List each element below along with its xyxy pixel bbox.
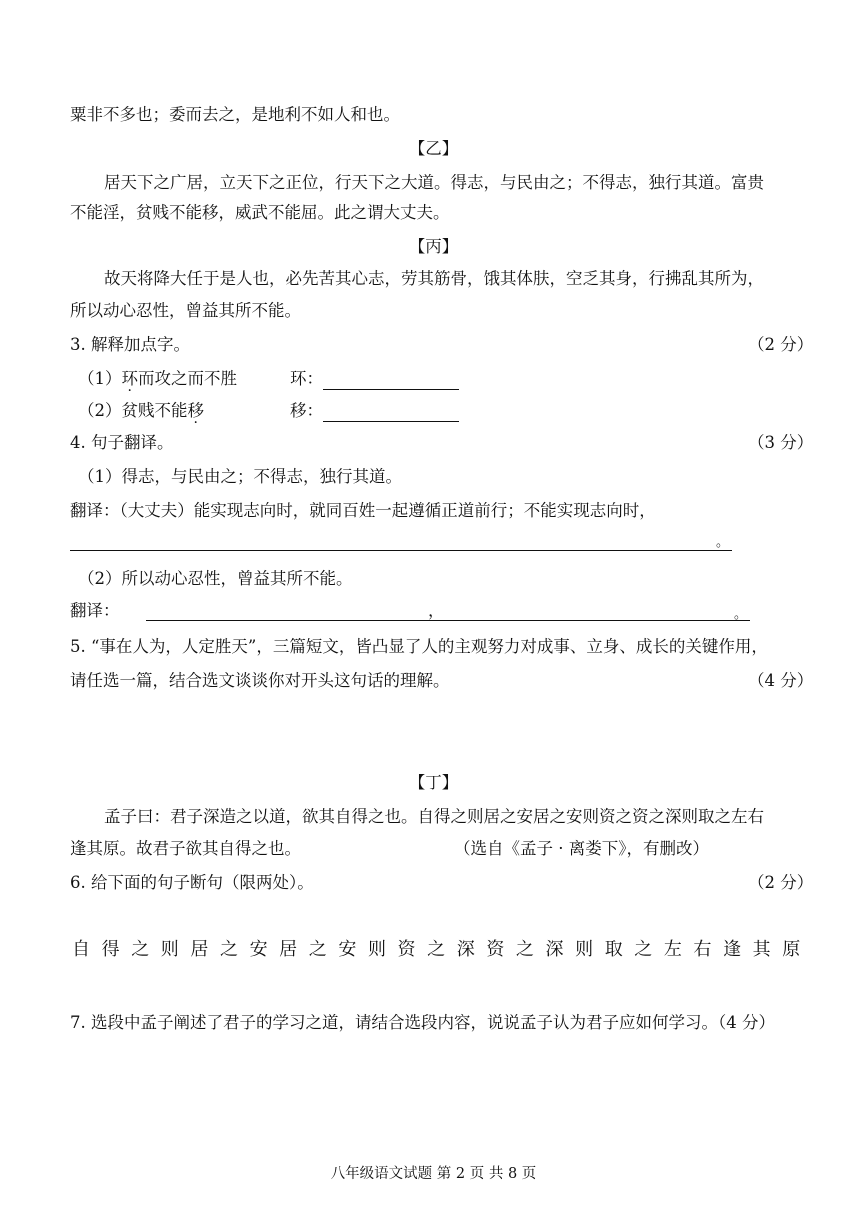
question-6-stem: 6. 给下面的句子断句（限两处）。	[70, 873, 314, 892]
sentence-char: 逢	[723, 939, 742, 960]
passage-jia-tail: 粟非不多也；委而去之，是地利不如人和也。	[70, 105, 400, 124]
answer-blank[interactable]	[323, 405, 459, 422]
punctuation-exercise[interactable]	[72, 939, 812, 961]
heading-ding: 【丁】	[408, 773, 459, 792]
sentence-char: 则	[367, 939, 386, 960]
passage-ding-line1: 孟子曰：君子深造之以道，欲其自得之也。自得之则居之安居之安则资之资之深则取之左右	[104, 807, 764, 826]
question-3-answer-1: 环：	[290, 368, 459, 390]
question-3-score: （2 分）	[748, 335, 814, 354]
heading-bing: 【丙】	[408, 237, 459, 256]
sentence-char: 则	[575, 939, 594, 960]
sentence-char: 之	[219, 939, 238, 960]
question-3-item-1: （1）环而攻之而不胜	[78, 369, 237, 388]
answer-line-end: 。	[716, 535, 730, 550]
question-4-translation-2-label: 翻译：	[70, 601, 120, 620]
question-5-score: （4 分）	[748, 671, 814, 690]
sentence-char: 资	[486, 939, 505, 960]
sentence-char: 之	[634, 939, 653, 960]
passage-ding-line2: 逢其原。故君子欲其自得之也。	[70, 839, 301, 858]
sentence-char: 则	[160, 939, 179, 960]
sentence-char: 之	[427, 939, 446, 960]
question-4-item-1: （1）得志，与民由之；不得志，独行其道。	[78, 467, 402, 486]
answer-blank[interactable]	[323, 373, 459, 390]
question-4-stem: 4. 句子翻译。	[70, 433, 174, 452]
sentence-char: 安	[249, 939, 268, 960]
question-3-item-2: （2）贫贱不能移	[78, 401, 204, 420]
passage-bing-line2: 所以动心忍性，曾益其所不能。	[70, 301, 301, 320]
question-4-translation-1: 翻译：（大丈夫）能实现志向时，就同百姓一起遵循正道前行；不能实现志向时，	[70, 501, 656, 520]
sentence-char: 得	[101, 939, 120, 960]
heading-yi: 【乙】	[408, 139, 459, 158]
answer-line[interactable]	[146, 620, 750, 621]
question-4-item-2: （2）所以动心忍性，曾益其所不能。	[78, 569, 353, 588]
sentence-char: 之	[308, 939, 327, 960]
answer-line-end: 。	[734, 607, 748, 622]
page-footer: 八年级语文试题 第 2 页 共 8 页	[330, 1166, 537, 1182]
sentence-char: 右	[693, 939, 712, 960]
question-5-line1: 5. “事在人为，人定胜天”，三篇短文，皆凸显了人的主观努力对成事、立身、成长的关键作用，	[70, 637, 768, 656]
passage-yi-line2: 不能淫，贫贱不能移，威武不能屈。此之谓大丈夫。	[70, 203, 450, 222]
answer-line[interactable]	[70, 550, 732, 551]
passage-yi-line1: 居天下之广居，立天下之正位，行天下之大道。得志，与民由之；不得志，独行其道。富贵	[104, 173, 764, 192]
sentence-char: 原	[782, 939, 801, 960]
sentence-char: 左	[663, 939, 682, 960]
question-4-score: （3 分）	[748, 433, 814, 452]
sentence-char: 之	[515, 939, 534, 960]
sentence-char: 其	[752, 939, 771, 960]
dotted-char-yi: 移	[187, 401, 204, 420]
sentence-char: 居	[279, 939, 298, 960]
sentence-char: 之	[131, 939, 150, 960]
passage-bing-line1: 故天将降大任于是人也，必先苦其心志，劳其筋骨，饿其体肤，空乏其身，行拂乱其所为，	[104, 269, 764, 288]
sentence-char: 居	[190, 939, 209, 960]
question-5-line2: 请任选一篇，结合选文谈谈你对开头这句话的理解。	[70, 671, 450, 690]
question-6-score: （2 分）	[748, 873, 814, 892]
passage-ding-source: （选自《孟子 · 离娄下》，有删改）	[454, 839, 709, 858]
question-3-stem: 3. 解释加点字。	[70, 335, 190, 354]
sentence-char: 资	[397, 939, 416, 960]
question-3-answer-2: 移：	[290, 400, 459, 422]
sentence-char: 安	[338, 939, 357, 960]
dotted-char-huan: 环	[121, 369, 138, 388]
answer-line-comma: ，	[428, 601, 445, 620]
sentence-char: 深	[545, 939, 564, 960]
question-7-stem: 7. 选段中孟子阐述了君子的学习之道，请结合选段内容，说说孟子认为君子应如何学习。（4 分）	[70, 1013, 775, 1032]
sentence-char: 深	[456, 939, 475, 960]
sentence-char: 取	[604, 939, 623, 960]
sentence-char: 自	[72, 939, 90, 960]
